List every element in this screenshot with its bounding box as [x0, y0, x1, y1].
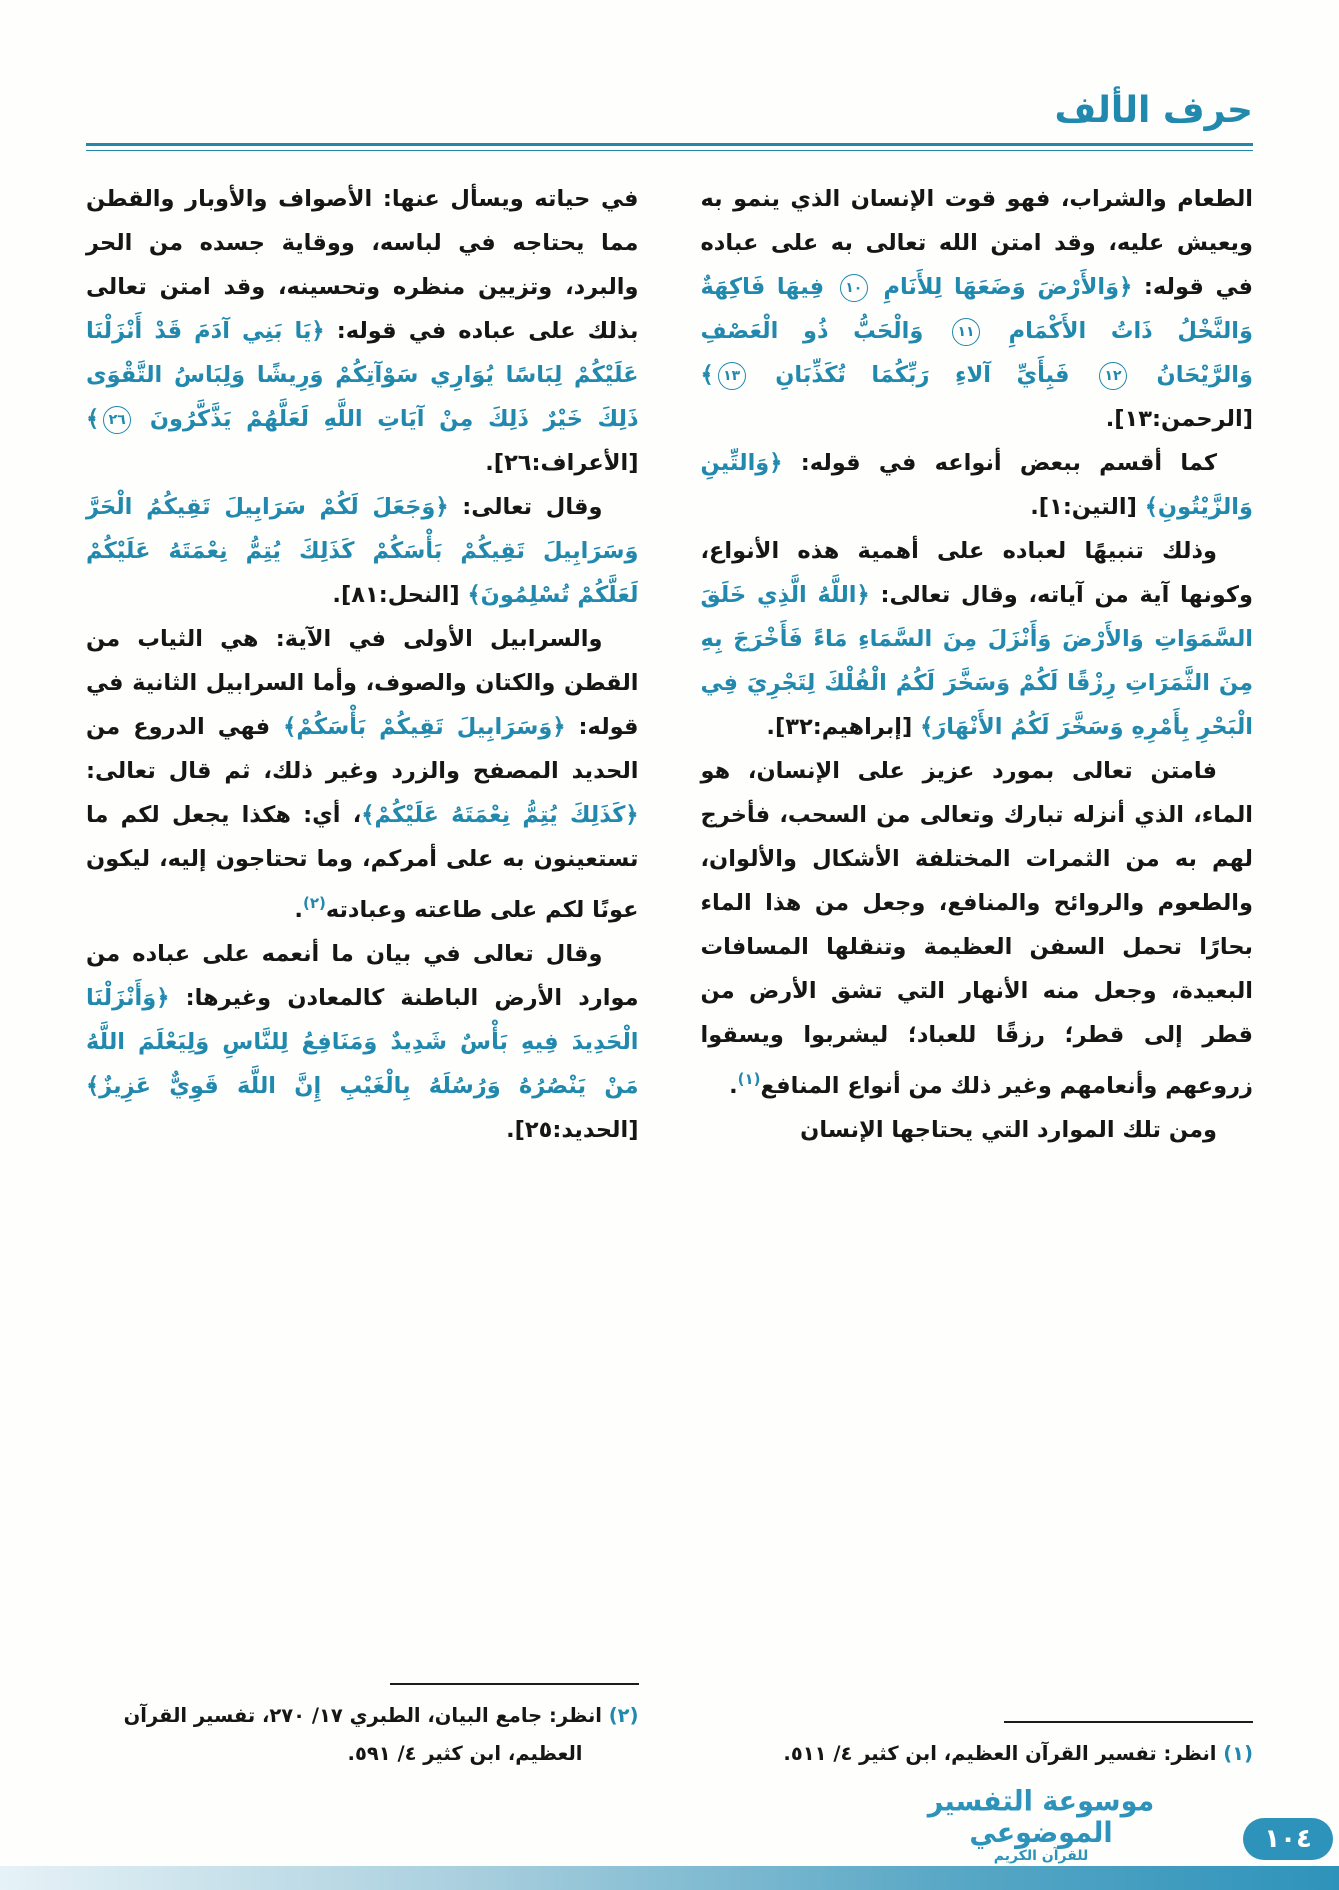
footnote-marker: (٢): [302, 894, 326, 912]
text-run: ومن تلك الموارد التي يحتاجها الإنسان: [800, 1117, 1217, 1143]
footnote-separator: [390, 1683, 639, 1685]
text-run: وقال تعالى:: [448, 494, 603, 520]
footnote-marker: (١): [737, 1070, 761, 1088]
quran-verse: ﴿وَجَعَلَ لَكُمْ سَرَابِيلَ تَقِيكُمُ الْحَرَّ وَسَرَابِيلَ تَقِيكُمْ بَأْسَكُمْ كَذَلِكَ يُتِمُّ نِعْمَتَهُ عَلَيْكُمْ لَعَلَّكُمْ تُسْلِمُونَ﴾: [86, 494, 639, 608]
text-run: والسرابيل الأولى في الآية: هي الثياب من القطن والكتان والصوف، وأما السرابيل الثانية في قوله:: [86, 626, 639, 740]
header-divider: [86, 143, 1253, 151]
paragraph: [86, 932, 639, 1152]
verse-reference: [النحل:٨١].: [332, 582, 468, 608]
text-run: فهي الدروع من الحديد المصفح والزرد وغير ذلك، ثم قال تعالى:: [86, 714, 639, 784]
left-column: [86, 177, 639, 1777]
publisher-emblem: [901, 1785, 1181, 1864]
text-run: وقال تعالى في بيان ما أنعمه على عباده من موارد الأرض الباطنة كالمعادن وغيرها:: [86, 941, 639, 1011]
text-run: في حياته ويسأل عنها: الأصواف والأوبار والقطن مما يحتاجه في لباسه، ووقاية جسده من الحر والبرد، وتزيين منظره وتحسينه، وقد امتن تعالى بذلك على عباده في قوله:: [86, 186, 639, 344]
publisher-emblem-title: موسوعة التفسير الموضوعي: [927, 1785, 1155, 1850]
quran-verse: ﴾: [700, 362, 714, 388]
quran-verse: فَبِأَيِّ آلاءِ رَبِّكُمَا تُكَذِّبَانِ: [749, 362, 1095, 388]
quran-verse: ﴿وَالتِّينِ وَالزَّيْتُونِ﴾: [700, 450, 1253, 520]
quran-verse: ﴿اللَّهُ الَّذِي خَلَقَ السَّمَوَاتِ وَالأَرْضَ وَأَنْزَلَ مِنَ السَّمَاءِ مَاءً فَأَخْرَجَ بِهِ مِنَ الثَّمَرَاتِ رِزْقًا لَكُمْ وَسَخَّرَ لَكُمُ الْفُلْكَ لِتَجْرِيَ فِي الْبَحْرِ بِأَمْرِهِ وَسَخَّرَ لَكُمُ الأَنْهَارَ﴾: [700, 582, 1253, 740]
footnote-separator: [1004, 1721, 1253, 1723]
quran-verse: ﴿كَذَلِكَ يُتِمُّ نِعْمَتَهُ عَلَيْكُمْ﴾: [361, 802, 639, 828]
paragraph: [701, 441, 1254, 529]
text-run: فامتن تعالى بمورد عزيز على الإنسان، هو الماء، الذي أنزله تبارك وتعالى من السحب، فأخرج لهم به من الثمرات المختلفة الأشكال والألوان، والطعوم والروائح والمنافع، وجعل من هذا الماء بحارًا تحمل السفن العظيمة وتنقلها المسافات البعيدة، وجعل منه الأنهار التي تشق الأرض من قطر إلى قطر؛ رزقًا للعباد؛ ليشربوا ويسقوا زروعهم وأنعامهم وغير ذلك من أنواع المنافع: [700, 758, 1253, 1099]
quran-verse: ﴿وَالأَرْضَ وَضَعَهَا لِلأَنَامِ: [871, 274, 1133, 300]
right-column: [701, 177, 1254, 1777]
text-run: الطعام والشراب، فهو قوت الإنسان الذي ينمو به ويعيش عليه، وقد امتن الله تعالى به على عباده في قوله:: [700, 186, 1253, 300]
section-heading: حرف الألف: [1054, 90, 1253, 131]
verse-reference: [الرحمن:١٣].: [1105, 406, 1253, 432]
ayah-number-badge: ١٢: [1099, 362, 1127, 390]
verse-reference: [التين:١].: [1030, 494, 1145, 520]
quran-verse: فِيهَا فَاكِهَةٌ وَالنَّخْلُ ذَاتُ الأَكْمَامِ: [700, 274, 1253, 344]
text-run: انظر: جامع البيان، الطبري ١٧/ ٢٧٠، تفسير القرآن العظيم، ابن كثير ٤/ ٥٩١.: [123, 1704, 609, 1765]
footnote-marker: (١): [1223, 1742, 1253, 1765]
footnotes-right: [701, 1721, 1254, 1777]
footer-accent-strip: [0, 1866, 1339, 1890]
footnotes-left: [86, 1683, 639, 1777]
page-number: ١٠٤: [1264, 1824, 1312, 1854]
paragraph: [86, 177, 639, 485]
ayah-number-badge: ١٠: [840, 274, 868, 302]
text-run: ، أي: هكذا يجعل لكم ما تستعينون به على أمركم، وما تحتاجون إليه، ليكون عونًا لكم على طاعته وعبادته: [86, 802, 639, 923]
text-columns: [86, 177, 1253, 1777]
paragraph: [701, 1108, 1254, 1152]
footnote: [86, 1697, 639, 1773]
text-run: وذلك تنبيهًا لعباده على أهمية هذه الأنواع، وكونها آية من آياته، وقال تعالى:: [700, 538, 1253, 608]
quran-verse: ﴿يَا بَنِي آدَمَ قَدْ أَنْزَلْنَا عَلَيْكُمْ لِبَاسًا يُوَارِي سَوْآتِكُمْ وَرِيشًا وَلِبَاسُ التَّقْوَى ذَلِكَ خَيْرٌ ذَلِكَ مِنْ آيَاتِ اللَّهِ لَعَلَّهُمْ يَذَّكَّرُونَ: [86, 318, 639, 432]
ayah-number-badge: ١١: [952, 318, 980, 346]
paragraph: [701, 529, 1254, 749]
publisher-emblem-subtitle: للقرآن الكريم: [993, 1848, 1089, 1864]
text-run: .: [729, 1073, 738, 1099]
paragraph: [701, 177, 1254, 441]
quran-verse: ﴾: [86, 406, 100, 432]
paragraph: [86, 485, 639, 617]
paragraph: [701, 749, 1254, 1108]
verse-reference: [الحديد:٢٥].: [506, 1117, 639, 1143]
quran-verse: ﴿وَسَرَابِيلَ تَقِيكُمْ بَأْسَكُمْ﴾: [283, 714, 566, 740]
ayah-number-badge: ٢٦: [103, 406, 131, 434]
quran-verse: وَالْحَبُّ ذُو الْعَصْفِ وَالرَّيْحَانُ: [700, 318, 1253, 388]
text-run: انظر: تفسير القرآن العظيم، ابن كثير ٤/ ٥١١.: [783, 1742, 1224, 1765]
quran-verse: ﴿وَأَنْزَلْنَا الْحَدِيدَ فِيهِ بَأْسٌ شَدِيدٌ وَمَنَافِعُ لِلنَّاسِ وَلِيَعْلَمَ اللَّهُ مَنْ يَنْصُرُهُ وَرُسُلَهُ بِالْغَيْبِ إِنَّ اللَّهَ قَوِيٌّ عَزِيزٌ﴾: [86, 985, 639, 1099]
footnote: [701, 1735, 1254, 1773]
text-run: .: [294, 897, 303, 923]
paragraph: [86, 617, 639, 932]
ayah-number-badge: ١٣: [718, 362, 746, 390]
verse-reference: [إبراهيم:٣٢].: [766, 714, 921, 740]
text-run: كما أقسم ببعض أنواعه في قوله:: [782, 450, 1217, 476]
page-number-badge: [1243, 1818, 1333, 1860]
verse-reference: [الأعراف:٢٦].: [485, 450, 639, 476]
footnote-marker: (٢): [608, 1704, 639, 1727]
